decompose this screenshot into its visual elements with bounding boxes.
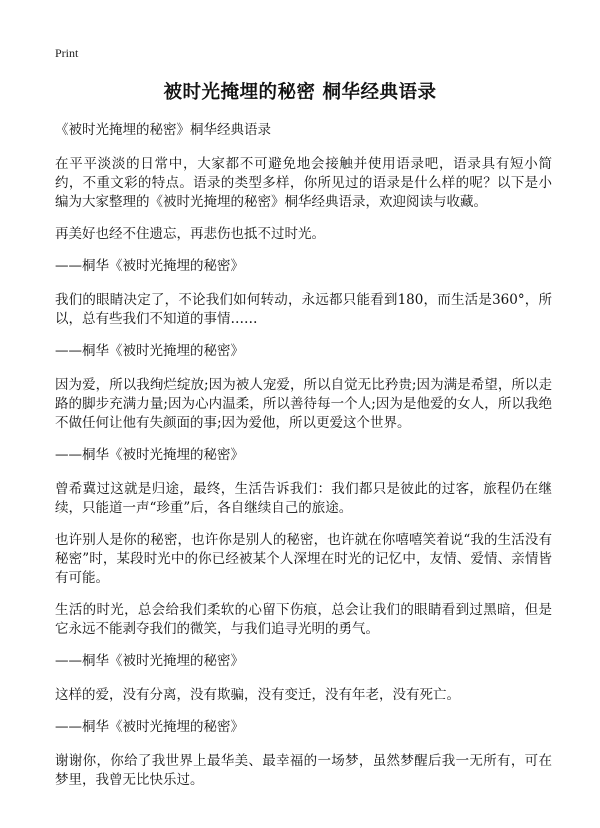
- quote-attribution: ——桐华《被时光掩埋的秘密》: [55, 447, 244, 463]
- quote-paragraph: 谢谢你，你给了我世界上最华美、最幸福的一场梦，虽然梦醒后我一无所有，可在梦里，我曾无比快乐过。: [55, 753, 552, 788]
- quote-attribution: ——桐华《被时光掩埋的秘密》: [55, 653, 244, 669]
- intro-paragraph: 在平平淡淡的日常中，大家都不可避免地会接触并使用语录吧，语录具有短小简约，不重文彩的特点。语录的类型多样，你所见过的语录是什么样的呢？以下是小编为大家整理的《被时光掩埋的秘密》桐华经典语录，欢迎阅读与收藏。: [55, 156, 552, 210]
- quote-attribution: ——桐华《被时光掩埋的秘密》: [55, 343, 244, 359]
- article-subtitle: 《被时光掩埋的秘密》桐华经典语录: [55, 122, 271, 138]
- article-body: [55, 121, 552, 803]
- quote-paragraph: 因为爱，所以我绚烂绽放;因为被人宠爱，所以自觉无比矜贵;因为满是希望，所以走路的脚步充满力量;因为心内温柔，所以善待每一个人;因为是他爱的女人，所以我绝不做任何让他有失颜面的事;因为爱他，所以更爱这个世界。: [55, 377, 552, 431]
- page-title: 被时光掩埋的秘密 桐华经典语录: [163, 82, 437, 103]
- quote-paragraph: 曾希冀过这就是归途，最终，生活告诉我们：我们都只是彼此的过客，旅程仍在继续，只能道一声“珍重”后，各自继续自己的旅途。: [55, 481, 552, 516]
- quote-attribution: ——桐华《被时光掩埋的秘密》: [55, 258, 244, 274]
- quote-paragraph: 也许别人是你的秘密，也许你是别人的秘密，也许就在你嘻嘻笑着说“我的生活没有秘密”时，某段时光中的你已经被某个人深埋在时光的记忆中，友情、爱情、亲情皆有可能。: [55, 532, 552, 586]
- quote-paragraph: 这样的爱，没有分离，没有欺骗，没有变迁，没有年老，没有死亡。: [55, 687, 460, 703]
- quote-paragraph: 我们的眼睛决定了，不论我们如何转动，永远都只能看到180，而生活是360°，所以，总有些我们不知道的事情……: [55, 292, 552, 327]
- quote-attribution: ——桐华《被时光掩埋的秘密》: [55, 719, 244, 735]
- quote-paragraph: 再美好也经不住遗忘，再悲伤也抵不过时光。: [55, 226, 325, 242]
- print-link[interactable]: Print: [55, 46, 79, 60]
- quote-paragraph: 生活的时光，总会给我们柔软的心留下伤痕，总会让我们的眼睛看到过黑暗，但是它永远不能剥夺我们的微笑，与我们追寻光明的勇气。: [55, 602, 552, 637]
